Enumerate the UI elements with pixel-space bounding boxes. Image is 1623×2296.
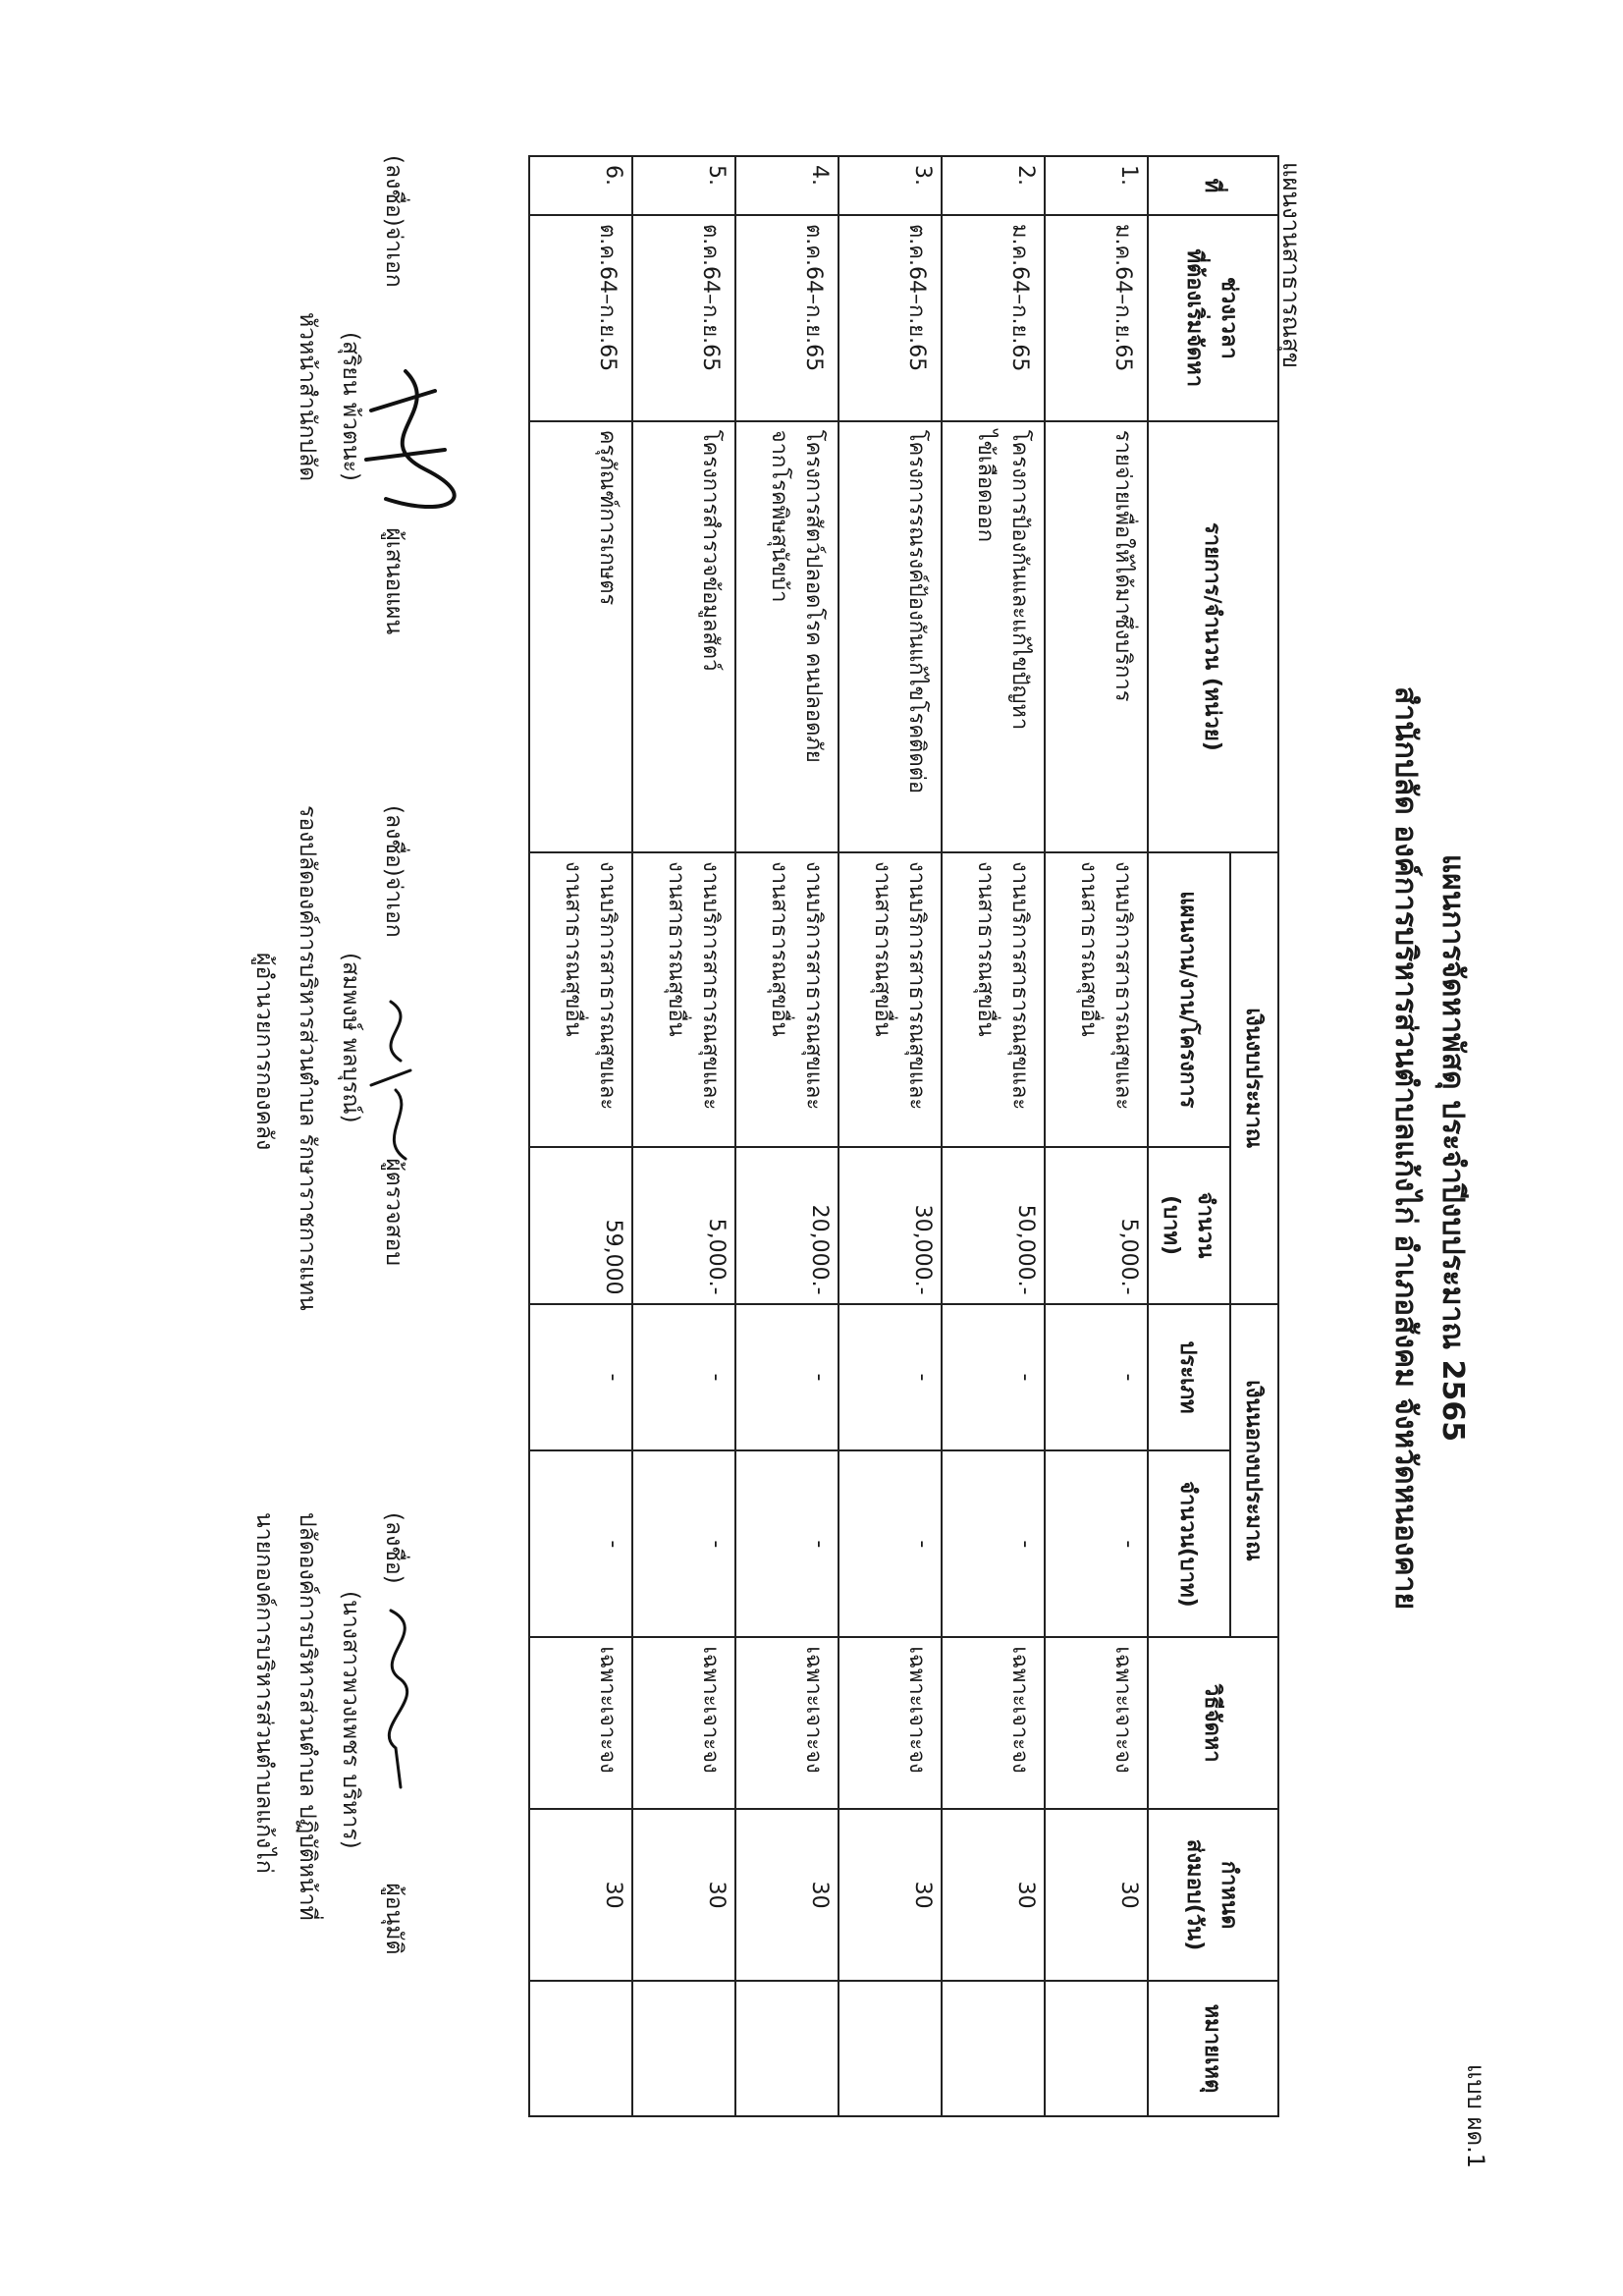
header-period-line1: ช่วงเวลา	[1217, 276, 1242, 359]
cell-plan	[1045, 852, 1148, 1147]
document-subtitle: สำนักปลัด องค์การบริหารส่วนตำบลแก้งไก่ อำเภอสังคม จังหวัดหนองคาย	[1388, 685, 1423, 1611]
cell-item	[529, 421, 632, 852]
cell-remark	[735, 1981, 839, 2116]
reviewer-signature-block	[243, 805, 415, 1434]
cell-plan-line: งานบริการสาธารณสุขและ	[904, 861, 929, 1111]
proposer-sign-label: (ลงชื่อ)จ่าเอก	[381, 155, 406, 288]
header-no: ที่	[1148, 156, 1278, 215]
cell-plan-line: งานบริการสาธารณสุขและ	[595, 861, 620, 1111]
cell-method: เฉพาะเจาะจง	[1045, 1637, 1148, 1809]
cell-type: -	[735, 1304, 839, 1451]
cell-period: ต.ค.64–ก.ย.65	[529, 215, 632, 421]
cell-item-line: โครงการรณรงค์ป้องกันแก้ไขโรคติดต่อ	[904, 429, 929, 794]
cell-no: 1.	[1045, 156, 1148, 215]
document-title: แผนการจัดหาพัสดุ ประจำปีงบประมาณ 2565	[1435, 853, 1470, 1443]
approver-sign-label: (ลงชื่อ)	[381, 1512, 406, 1584]
cell-item-line: โครงการป้องกันและแก้ไขปัญหา	[1007, 429, 1032, 731]
cell-delivery: 30	[839, 1809, 942, 1981]
cell-no: 2.	[942, 156, 1045, 215]
header-budget: เงินงบประมาณ	[1230, 852, 1278, 1304]
cell-remark	[839, 1981, 942, 2116]
cell-amount: 5,000.-	[1045, 1147, 1148, 1304]
header-offamount: จำนวน(บาท)	[1148, 1450, 1230, 1637]
cell-item-line: จากโรคพิษสุนัขบ้า	[767, 429, 791, 603]
cell-delivery: 30	[735, 1809, 839, 1981]
header-type: ประเภท	[1148, 1304, 1230, 1451]
cell-item	[942, 421, 1045, 852]
cell-method: เฉพาะเจาะจง	[839, 1637, 942, 1809]
reviewer-handwritten-signature	[361, 992, 430, 1169]
header-method: วิธีจัดหา	[1148, 1637, 1278, 1809]
cell-plan-line: งานบริการสาธารณสุขและ	[1007, 861, 1032, 1111]
cell-item	[632, 421, 735, 852]
header-delivery-line2: ส่งมอบ(วัน)	[1182, 1838, 1208, 1951]
approver-position-line2: นายกองค์การบริหารส่วนตำบลแก้งไก่	[251, 1512, 277, 1874]
cell-offamount: -	[839, 1450, 942, 1637]
cell-no: 4.	[735, 156, 839, 215]
cell-plan	[735, 852, 839, 1147]
cell-delivery: 30	[529, 1809, 632, 1981]
approver-position-line1: ปลัดองค์การบริหารส่วนตำบล ปฏิบัติหน้าที่	[295, 1512, 320, 1921]
cell-type: -	[1045, 1304, 1148, 1451]
proposer-position: หัวหน้าสำนักปลัด	[295, 312, 320, 482]
table-row	[529, 156, 632, 2116]
header-amount-line2: (บาท)	[1159, 1195, 1183, 1256]
proposer-name: (สุริยน พ้วตนะ)	[338, 332, 363, 481]
cell-plan-line: งานสาธารณสุขอื่น	[664, 861, 688, 1037]
cell-delivery: 30	[632, 1809, 735, 1981]
cell-offamount: -	[632, 1450, 735, 1637]
cell-item-line: โครงการสัตว์ปลอดโรค คนปลอดภัย	[801, 429, 826, 763]
plan-label: แผนงานสาธารณสุข	[1277, 162, 1305, 368]
header-delivery-line1: กำหนด	[1217, 1860, 1242, 1930]
cell-plan	[632, 852, 735, 1147]
cell-item	[839, 421, 942, 852]
cell-item	[735, 421, 839, 852]
approver-handwritten-signature	[361, 1601, 440, 1797]
cell-method: เฉพาะเจาะจง	[529, 1637, 632, 1809]
table-row	[1045, 156, 1148, 2116]
cell-amount: 5,000.-	[632, 1147, 735, 1304]
cell-offamount: -	[1045, 1450, 1148, 1637]
table-row	[839, 156, 942, 2116]
cell-method: เฉพาะเจาะจง	[632, 1637, 735, 1809]
cell-plan-line: งานสาธารณสุขอื่น	[767, 861, 791, 1037]
cell-type: -	[632, 1304, 735, 1451]
cell-type: -	[942, 1304, 1045, 1451]
cell-period: ม.ค.64–ก.ย.65	[1045, 215, 1148, 421]
cell-no: 6.	[529, 156, 632, 215]
cell-period: ต.ค.64–ก.ย.65	[632, 215, 735, 421]
reviewer-role: ผู้ตรวจสอบ	[381, 1158, 406, 1266]
cell-plan-line: งานบริการสาธารณสุขและ	[1110, 861, 1135, 1111]
cell-delivery: 30	[1045, 1809, 1148, 1981]
cell-method: เฉพาะเจาะจง	[735, 1637, 839, 1809]
cell-amount: 59,000	[529, 1147, 632, 1304]
cell-remark	[529, 1981, 632, 2116]
cell-no: 3.	[839, 156, 942, 215]
table-row	[735, 156, 839, 2116]
header-amount-line1: จำนวน	[1193, 1191, 1217, 1259]
cell-amount: 20,000.-	[735, 1147, 839, 1304]
table-row	[942, 156, 1045, 2116]
cell-item-line: โครงการสำรวจข้อมูลสัตว์	[698, 429, 723, 672]
cell-item-line: ครุภัณฑ์การเกษตร	[595, 429, 620, 606]
form-code: แบบ ผด.1	[1462, 2063, 1489, 2168]
table-row	[632, 156, 735, 2116]
cell-period: ม.ค.64–ก.ย.65	[942, 215, 1045, 421]
reviewer-position-line1: รองปลัดองค์การบริหารส่วนตำบล รักษาราชการแทน	[295, 805, 320, 1311]
cell-item	[1045, 421, 1148, 852]
reviewer-sign-label: (ลงชื่อ)จ่าเอก	[381, 805, 406, 938]
cell-plan	[942, 852, 1045, 1147]
cell-item-line: ไข้เลือดออก	[973, 429, 998, 543]
header-period	[1148, 215, 1278, 421]
procurement-plan-table	[528, 155, 1279, 2117]
cell-offamount: -	[735, 1450, 839, 1637]
cell-amount: 30,000.-	[839, 1147, 942, 1304]
cell-plan-line: งานสาธารณสุขอื่น	[870, 861, 894, 1037]
approver-name: (นางสาวพวงเพชร บริหาร)	[338, 1591, 363, 1849]
header-period-line2: ที่ต้องเริ่มจัดหา	[1182, 248, 1208, 388]
cell-plan-line: งานสาธารณสุขอื่น	[561, 861, 585, 1037]
header-amount	[1148, 1147, 1230, 1304]
header-remark: หมายเหตุ	[1148, 1981, 1278, 2116]
cell-delivery: 30	[942, 1809, 1045, 1981]
cell-period: ต.ค.64–ก.ย.65	[839, 215, 942, 421]
header-delivery	[1148, 1809, 1278, 1981]
cell-amount: 50,000.-	[942, 1147, 1045, 1304]
cell-offamount: -	[529, 1450, 632, 1637]
header-offbudget: เงินนอกงบประมาณ	[1230, 1304, 1278, 1638]
cell-remark	[942, 1981, 1045, 2116]
cell-plan	[529, 852, 632, 1147]
cell-offamount: -	[942, 1450, 1045, 1637]
reviewer-name: (สมพงษ์ พลบุรณ์)	[338, 953, 363, 1123]
cell-plan-line: งานบริการสาธารณสุขและ	[698, 861, 723, 1111]
approver-signature-block	[243, 1512, 415, 2102]
cell-plan-line: งานบริการสาธารณสุขและ	[801, 861, 826, 1111]
proposer-role: ผู้เสนอแผน	[381, 527, 406, 635]
cell-type: -	[529, 1304, 632, 1451]
header-item: รายการ/จำนวน (หน่วย)	[1148, 421, 1278, 852]
cell-remark	[1045, 1981, 1148, 2116]
cell-remark	[632, 1981, 735, 2116]
proposer-signature-block	[286, 155, 415, 705]
cell-plan	[839, 852, 942, 1147]
header-plan: แผนงาน/งาน/โครงการ	[1148, 852, 1230, 1147]
cell-plan-line: งานสาธารณสุขอื่น	[973, 861, 998, 1037]
reviewer-position-line2: ผู้อำนวยการกองคลัง	[251, 953, 277, 1151]
cell-plan-line: งานสาธารณสุขอื่น	[1076, 861, 1101, 1037]
cell-type: -	[839, 1304, 942, 1451]
cell-no: 5.	[632, 156, 735, 215]
cell-period: ต.ค.64–ก.ย.65	[735, 215, 839, 421]
cell-method: เฉพาะเจาะจง	[942, 1637, 1045, 1809]
approver-role: ผู้อนุมัติ	[381, 1883, 406, 1955]
proposer-handwritten-signature	[356, 352, 464, 548]
cell-item-line: รายจ่ายเพื่อให้ได้มาซึ่งบริการ	[1110, 429, 1135, 702]
